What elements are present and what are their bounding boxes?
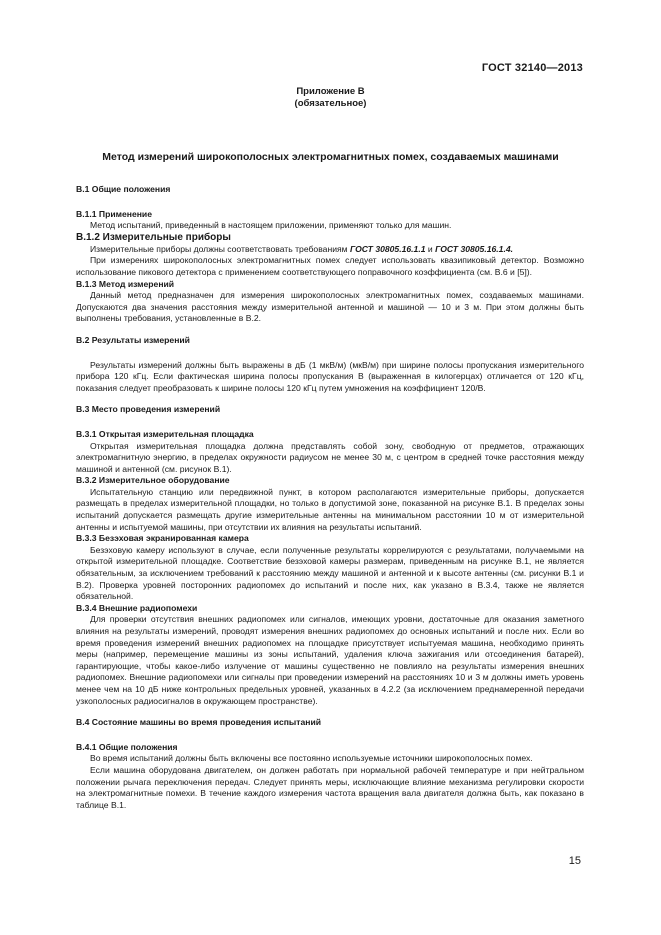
section-b12-heading: В.1.2 Измерительные приборы bbox=[76, 231, 231, 243]
standard-designation: ГОСТ 32140—2013 bbox=[481, 62, 583, 74]
standard-reference-1: ГОСТ 30805.16.1.1 bbox=[349, 243, 426, 254]
section-b2-paragraph: Результаты измерений должны быть выражены в дБ (1 мкВ/м) (мкВ/м) при ширине полосы пропускания измерительного прибора 120 кГц. Если фактическая ширина полосы пропускания В (выраженная в килогерцах) отличается от 120 кГц, показания следует преобразовать к ширине полосы 120 кГц путем умножения на коэффициент 120/B. bbox=[76, 359, 584, 393]
annex-heading bbox=[0, 86, 661, 110]
section-b13-heading: В.1.3 Метод измерений bbox=[76, 278, 175, 289]
document-body bbox=[76, 184, 584, 811]
section-b32-heading: В.3.2 Измерительное оборудование bbox=[76, 475, 230, 486]
section-b31-paragraph: Открытая измерительная площадка должна представлять собой зону, свободную от предметов, отражающих электромагнитную энергию, в пределах окружности радиусом не менее 30 м, с центром в средней точке расстояния между машиной и антенной (см. рисунок В.1). bbox=[76, 440, 584, 474]
section-b2-heading: В.2 Результаты измерений bbox=[76, 334, 190, 345]
section-b41-paragraph-1: Во время испытаний должны быть включены все постоянно используемые источники широкополосных помех. bbox=[90, 753, 533, 764]
section-b33-paragraph: Безэховую камеру используют в случае, если полученные результаты коррелируются с результатами, получаемыми на открытой измерительной площадке. Соответствие безэховой камеры размерам, приведенным на рисунке В.1, не является обязательным, за исключением требований к расстоянию между машиной и антенной и к высоте антенны (см. рисунки В.1 и В.2). Проверка уровней посторонних радиопомех до испытаний и после них, как указано в В.3.4, также не является обязательной. bbox=[76, 544, 584, 602]
section-b41-paragraph-2: Если машина оборудована двигателем, он должен работать при нормальной рабочей температуре и при нейтральном положении рычага переключения передач. Следует принять меры, исключающие влияние механизма регулировки скорости на электромагнитные помехи. В течение каждого измерения частота вращения вала двигателя должна быть, как показано в таблице В.1. bbox=[76, 764, 584, 810]
standard-reference-2: ГОСТ 30805.16.1.4. bbox=[435, 243, 514, 254]
page-number: 15 bbox=[568, 855, 581, 867]
b12-text: Измерительные приборы должны соответствовать требованиям bbox=[90, 243, 350, 254]
annex-title: Приложение В bbox=[296, 86, 365, 97]
section-b34-paragraph: Для проверки отсутствия внешних радиопомех или сигналов, имеющих уровни, достаточные для оказания заметного влияния на результаты измерений, проводят измерения внешних радиопомех до основных испытаний и после них. Если во время проведения измерений внешних радиопомех на площадке присутствует испытуемая машина, необходимо принять меры (например, перемещение машины из зоны испытаний, удаления ключа зажигания или отсоединения батарей), гарантирующие, чтобы какое-либо излучение от машины существенно не повлияло на результаты измерения внешних радиопомех. Внешние радиопомехи или сигналы при проведении измерений на расстояниях 10 и 3 м должны иметь уровень менее чем на 10 дБ ниже контрольных предельных уровней, указанных в 4.2.2 (за исключением преднамеренной передачи узкополосных радиосигналов в окружающем пространстве). bbox=[76, 614, 584, 706]
section-b13-paragraph: Данный метод предназначен для измерения широкополосных электромагнитных помех, создаваемых машинами. Допускаются два значения расстояния между измерительной антенной и машиной — 10 и 3 м. При этом должны быть выполнены требования, установленные в В.2. bbox=[76, 290, 584, 324]
annex-status: (обязательное) bbox=[294, 98, 367, 109]
section-b1-heading: В.1 Общие положения bbox=[76, 184, 171, 194]
section-b11-heading: В.1.1 Применение bbox=[76, 208, 152, 219]
section-b41-heading: В.4.1 Общие положения bbox=[76, 741, 178, 752]
section-b12-paragraph-1 bbox=[76, 244, 584, 256]
section-b4-heading: В.4 Состояние машины во время проведения испытаний bbox=[76, 717, 322, 728]
section-b11-paragraph: Метод испытаний, приведенный в настоящем приложении, применяют только для машин. bbox=[90, 220, 452, 231]
section-b3-heading: В.3 Место проведения измерений bbox=[76, 404, 221, 415]
section-b34-heading: В.3.4 Внешние радиопомехи bbox=[76, 602, 198, 613]
section-b33-heading: В.3.3 Безэховая экранированная камера bbox=[76, 533, 249, 544]
section-b31-heading: В.3.1 Открытая измерительная площадка bbox=[76, 428, 254, 439]
section-b32-paragraph: Испытательную станцию или передвижной пункт, в котором располагаются измерительные приборы, допускается размещать в пределах измерительной площадки, но только в допустимой зоне, показанной на рисунке В.1. В пределах зоны испытаний допускается размещать другие измерительные антенны на минимальном расстоянии 10 м от измерительной антенны и испытуемой машины, при отсутствии их влияния на результаты испытаний. bbox=[76, 486, 584, 532]
section-b12-paragraph-2: При измерениях широкополосных электромагнитных помех следует использовать квазипиковый детектор. Возможно использование пикового детектора с применением соответствующего поправочного коэффициента (см. В.6 и [5]). bbox=[76, 255, 584, 277]
b12-and: и bbox=[425, 243, 436, 254]
document-title: Метод измерений широкополосных электромагнитных помех, создаваемых машинами bbox=[102, 151, 559, 163]
